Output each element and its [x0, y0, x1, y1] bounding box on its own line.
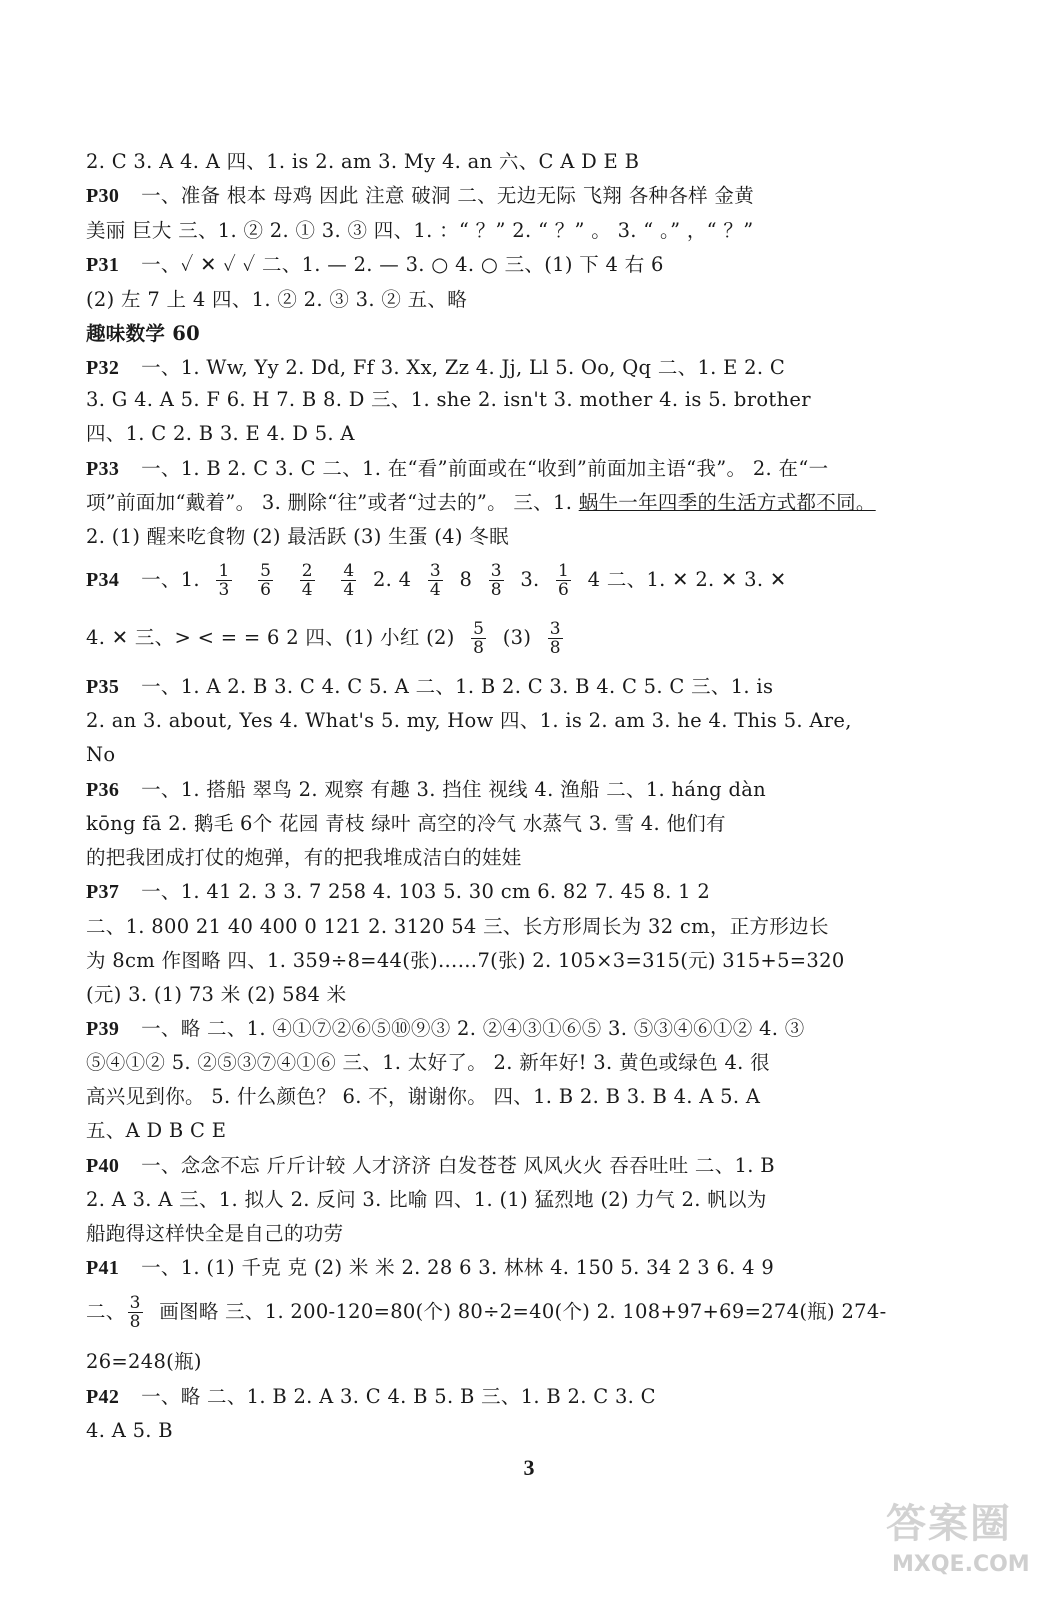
denominator: 8 [473, 638, 485, 658]
page-tag: P36 [86, 779, 120, 801]
line-5 [86, 288, 946, 312]
line-p30 [86, 184, 946, 208]
line-text: 五、A D B C E [86, 1119, 227, 1142]
line-text: 26=248(瓶) [86, 1350, 202, 1373]
line-text: No [86, 743, 116, 766]
line-text: 2. an 3. about, Yes 4. What's 5. my, How 四、1. is 2. am 3. he 4. This 5. Are, [86, 709, 852, 732]
line-1 [86, 150, 946, 174]
line-text: 的把我团成打仗的炮弹，有的把我堆成洁白的娃娃 [86, 846, 522, 869]
fraction [258, 562, 273, 599]
line-text: 一、1. B 2. C 3. C 二、1. 在“看”前面或在“收到”前面加主语“我”。 2. 在“一 [141, 457, 829, 480]
line-30 [86, 1188, 946, 1212]
page-tag: P32 [86, 357, 120, 379]
line-text: 一、准备 根本 母鸡 因此 注意 破洞 二、无边无际 飞翔 各种各样 金黄 [141, 184, 755, 207]
line-p39 [86, 1017, 946, 1041]
line-text: 项”前面加“戴着”。 3. 删除“往”或者“过去的”。 三、1. [86, 491, 579, 514]
line-text: 4. ✕ 三、> < = = 6 2 四、(1) 小红 (2) [86, 626, 455, 649]
fraction [471, 620, 486, 657]
fraction [548, 620, 563, 657]
denominator: 4 [301, 580, 313, 600]
page-tag: P34 [86, 569, 120, 591]
line-34 [86, 1350, 946, 1374]
section-title [86, 322, 946, 346]
line-text: 一、1. [141, 568, 200, 591]
numerator: 4 [343, 561, 355, 581]
line-12 [86, 525, 946, 549]
line-text: ⑤④①② 5. ②⑤③⑦④①⑥ 三、1. 太好了。 2. 新年好! 3. 黄色或绿色 4. 很 [86, 1051, 770, 1074]
numerator: 2 [301, 561, 313, 581]
line-23 [86, 949, 946, 973]
fraction [428, 562, 443, 599]
line-36 [86, 1419, 946, 1443]
line-text: (3) [502, 626, 532, 649]
page-tag: P30 [86, 185, 120, 207]
line-11 [86, 491, 946, 515]
line-p34 [86, 560, 946, 600]
fraction [128, 1294, 143, 1331]
numerator: 3 [490, 561, 502, 581]
underlined-answer: 蜗牛一年四季的生活方式都不同。 [578, 491, 876, 514]
page-tag: P35 [86, 676, 120, 698]
denominator: 8 [490, 580, 502, 600]
fraction [300, 562, 315, 599]
fraction [341, 562, 356, 599]
page-tag: P39 [86, 1018, 120, 1040]
numerator: 5 [473, 619, 485, 639]
watermark-logo [878, 1492, 1038, 1592]
line-text: 4 二、1. ✕ 2. ✕ 3. ✕ [587, 568, 787, 591]
line-text: 2. A 3. A 三、1. 拟人 2. 反问 3. 比喻 四、1. (1) 猛烈地 (2) 力气 2. 帆以为 [86, 1188, 767, 1211]
line-p31 [86, 253, 946, 277]
line-text: 3. [520, 568, 540, 591]
line-text: 8 [459, 568, 473, 591]
line-p32 [86, 356, 946, 380]
numerator: 5 [260, 561, 272, 581]
line-31 [86, 1222, 946, 1246]
line-20 [86, 846, 946, 870]
line-text: kōng fā 2. 鹅毛 6个 花园 青枝 绿叶 高空的冷气 水蒸气 3. 雪 4. 他们有 [86, 812, 726, 835]
page-tag: P40 [86, 1155, 120, 1177]
denominator: 8 [129, 1312, 141, 1332]
line-text: 4. A 5. B [86, 1419, 173, 1442]
line-16 [86, 709, 946, 733]
line-text: 船跑得这样快全是自己的功劳 [86, 1222, 344, 1245]
watermark-text: 答案圈 [886, 1501, 1012, 1547]
denominator: 4 [429, 580, 441, 600]
numerator: 1 [218, 561, 230, 581]
line-text: 趣味数学 60 [86, 322, 201, 345]
line-22 [86, 915, 946, 939]
line-text: 高兴见到你。 5. 什么颜色？ 6. 不，谢谢你。 四、1. B 2. B 3. B 4. A 5. A [86, 1085, 761, 1108]
denominator: 8 [549, 638, 561, 658]
line-p36 [86, 778, 946, 802]
line-14 [86, 618, 946, 658]
line-p35 [86, 675, 946, 699]
page-tag: P41 [86, 1257, 120, 1279]
line-24 [86, 983, 946, 1007]
line-3 [86, 219, 946, 243]
line-text: 一、1. (1) 千克 克 (2) 米 米 2. 28 6 3. 林林 4. 150 5. 34 2 3 6. 4 9 [141, 1256, 775, 1279]
line-text: 一、1. 41 2. 3 3. 7 258 4. 103 5. 30 cm 6. 82 7. 45 8. 1 2 [141, 880, 711, 903]
line-text: 一、✓ ✕ ✓ ✓ 二、1. — 2. — 3. ○ 4. ○ 三、(1) 下 4 右 6 [141, 253, 664, 276]
line-19 [86, 812, 946, 836]
fraction [556, 562, 571, 599]
line-text: 二、 [86, 1300, 126, 1323]
fraction [216, 562, 231, 599]
numerator: 3 [429, 561, 441, 581]
fraction [489, 562, 504, 599]
line-28 [86, 1119, 946, 1143]
line-9 [86, 422, 946, 446]
line-p33 [86, 457, 946, 481]
line-text: 2. (1) 醒来吃食物 (2) 最活跃 (3) 生蛋 (4) 冬眠 [86, 525, 509, 548]
page-tag: P31 [86, 254, 120, 276]
line-text: 一、1. 搭船 翠鸟 2. 观察 有趣 3. 挡住 视线 4. 渔船 二、1. háng dàn [141, 778, 767, 801]
line-p40 [86, 1154, 946, 1178]
watermark-url: MXQE.COM [892, 1552, 1030, 1577]
denominator: 6 [260, 580, 272, 600]
line-text: 二、1. 800 21 40 400 0 121 2. 3120 54 三、长方形周长为 32 cm，正方形边长 [86, 915, 829, 938]
line-text: 一、略 二、1. ④①⑦②⑥⑤⑩⑨③ 2. ②④③①⑥⑤ 3. ⑤③④⑥①② 4. ③ [141, 1017, 805, 1040]
line-26 [86, 1051, 946, 1075]
line-p37 [86, 880, 946, 904]
page-tag: P37 [86, 881, 120, 903]
denominator: 3 [218, 580, 230, 600]
numerator: 3 [129, 1293, 141, 1313]
line-text: 一、1. Ww, Yy 2. Dd, Ff 3. Xx, Zz 4. Jj, Ll 5. Oo, Qq 二、1. E 2. C [141, 356, 786, 379]
numerator: 1 [558, 561, 570, 581]
line-8 [86, 388, 946, 412]
line-text: 为 8cm 作图略 四、1. 359÷8=44(张)……7(张) 2. 105×3=315(元) 315+5=320 [86, 949, 845, 972]
page-tag: P42 [86, 1386, 120, 1408]
line-text: 一、1. A 2. B 3. C 4. C 5. A 二、1. B 2. C 3. B 4. C 5. C 三、1. is [141, 675, 774, 698]
line-33 [86, 1292, 946, 1332]
line-p42 [86, 1385, 946, 1409]
page-number: 3 [523, 1455, 535, 1480]
numerator: 3 [549, 619, 561, 639]
line-text: 一、念念不忘 斤斤计较 人才济济 白发苍苍 风风火火 吞吞吐吐 二、1. B [141, 1154, 775, 1177]
line-text: 美丽 巨大 三、1. ② 2. ① 3. ③ 四、1. ：“ ？” 2. “ ？” 。 3. “ 。” ，“ ？” [86, 219, 754, 242]
denominator: 4 [343, 580, 355, 600]
line-p41 [86, 1256, 946, 1280]
line-text: 2. 4 [372, 568, 412, 591]
line-text: 一、略 二、1. B 2. A 3. C 4. B 5. B 三、1. B 2. C 3. C [141, 1385, 656, 1408]
line-text: 2. C 3. A 4. A 四、1. is 2. am 3. My 4. an 六、C A D E B [86, 150, 640, 173]
line-17 [86, 743, 946, 767]
line-text: (2) 左 7 上 4 四、1. ② 2. ③ 3. ② 五、略 [86, 288, 468, 311]
line-text: 3. G 4. A 5. F 6. H 7. B 8. D 三、1. she 2. isn't 3. mother 4. is 5. brother [86, 388, 811, 411]
line-27 [86, 1085, 946, 1109]
line-text: (元) 3. (1) 73 米 (2) 584 米 [86, 983, 347, 1006]
denominator: 6 [558, 580, 570, 600]
page-tag: P33 [86, 458, 120, 480]
line-text: 画图略 三、1. 200-120=80(个) 80÷2=40(个) 2. 108+97+69=274(瓶) 274- [152, 1300, 887, 1323]
line-text: 四、1. C 2. B 3. E 4. D 5. A [86, 422, 355, 445]
